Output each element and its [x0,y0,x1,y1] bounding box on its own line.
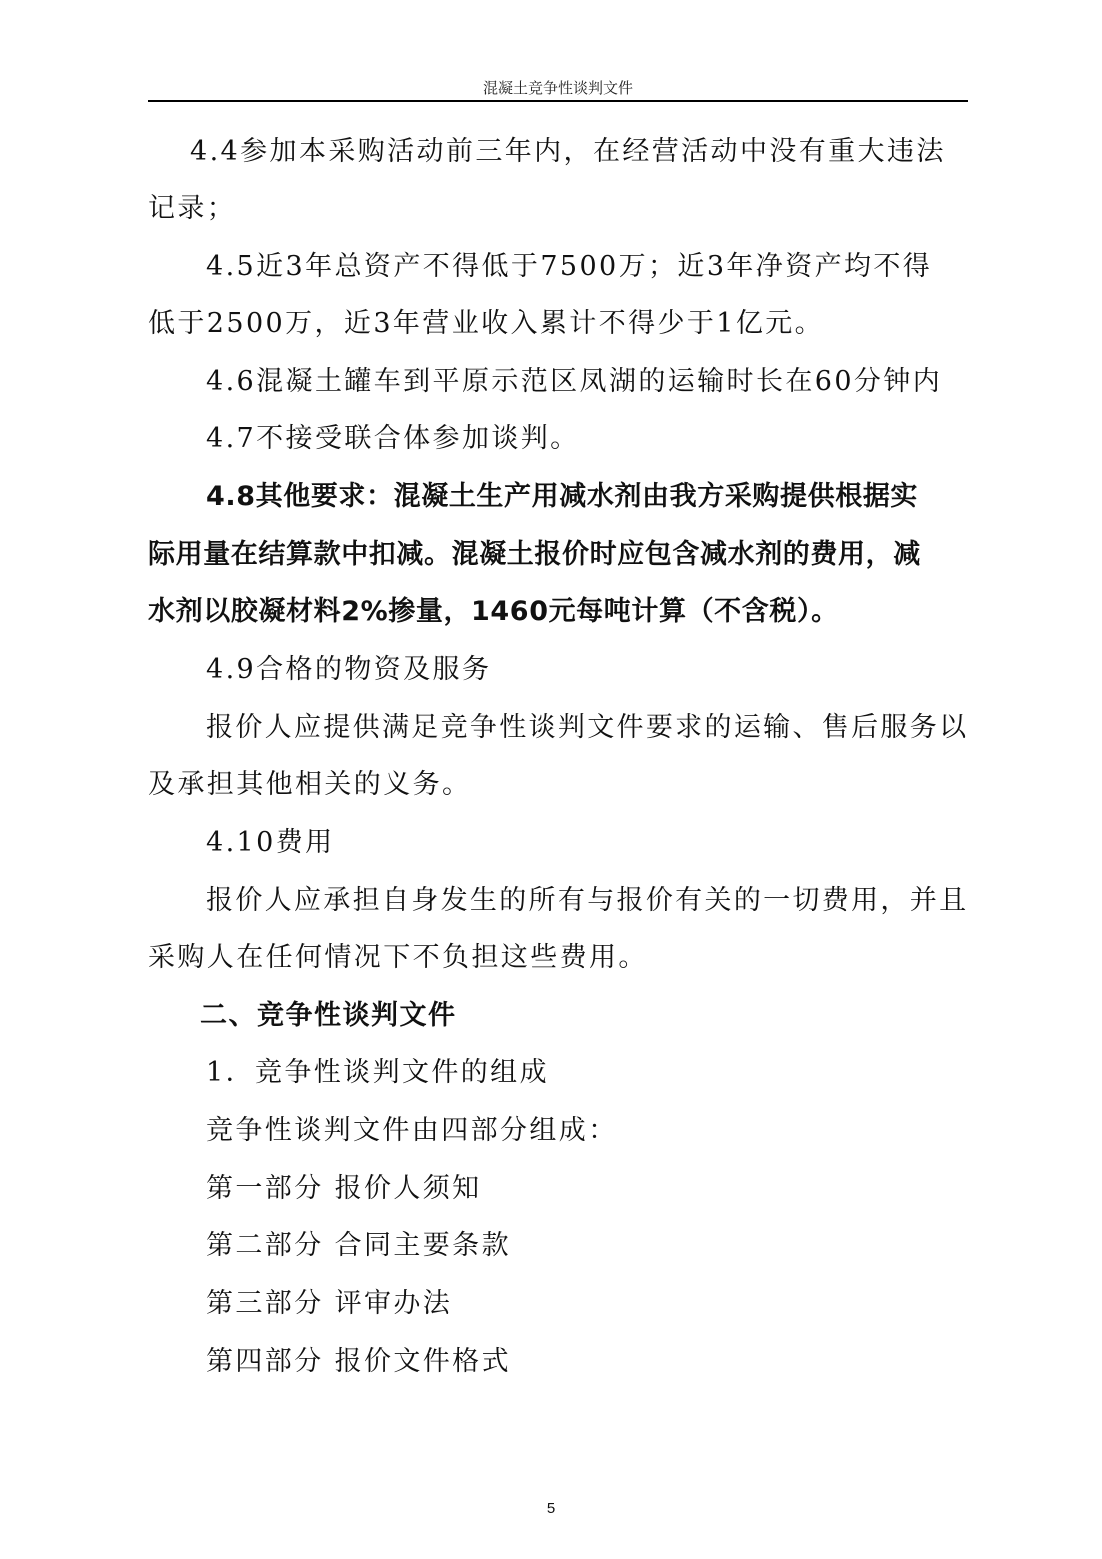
text-line-4-9-body: 报价人应提供满足竞争性谈判文件要求的运输、售后服务以 [206,712,969,743]
text-line-4-8-cont-1: 际用量在结算款中扣减。混凝土报价时应包含减水剂的费用，减 [148,539,921,570]
text-line-4-6: 4.6混凝土罐车到平原示范区凤湖的运输时长在60分钟内 [206,366,943,397]
text-line-4-7: 4.7不接受联合体参加谈判。 [206,423,580,454]
text-line-4-5-cont: 低于2500万，近3年营业收入累计不得少于1亿元。 [148,308,825,339]
text-line-4-4-cont: 记录； [148,193,237,224]
text-line-4-9: 4.9合格的物资及服务 [206,654,492,685]
text-line-4-10: 4.10费用 [206,827,335,858]
list-item-part-3: 第三部分 评审办法 [206,1288,453,1319]
list-item-part-1: 第一部分 报价人须知 [206,1173,482,1204]
text-line-4-10-body: 报价人应承担自身发生的所有与报价有关的一切费用，并且 [206,885,969,916]
list-item-part-2: 第二部分 合同主要条款 [206,1230,511,1261]
text-line-4-4: 4.4参加本采购活动前三年内，在经营活动中没有重大违法 [190,136,946,167]
text-line-4-5: 4.5近3年总资产不得低于7500万；近3年净资产均不得 [206,251,933,282]
text-line-4-8: 4.8其他要求：混凝土生产用减水剂由我方采购提供根据实 [206,481,919,512]
text-line-4-9-body-cont: 及承担其他相关的义务。 [148,769,472,800]
page-header-title: 混凝土竞争性谈判文件 [482,79,633,97]
page-number: 5 [546,1500,556,1517]
text-line-composition: 竞争性谈判文件由四部分组成： [206,1115,618,1146]
text-line-4-10-body-cont: 采购人在任何情况下不负担这些费用。 [148,942,648,973]
header-divider [148,100,968,102]
text-line-4-8-cont-2: 水剂以胶凝材料2%掺量，1460元每吨计算（不含税）。 [148,596,839,627]
text-line-1: 1．竞争性谈判文件的组成 [206,1057,549,1088]
list-item-part-4: 第四部分 报价文件格式 [206,1346,511,1377]
section-heading: 二、竞争性谈判文件 [200,1000,457,1031]
